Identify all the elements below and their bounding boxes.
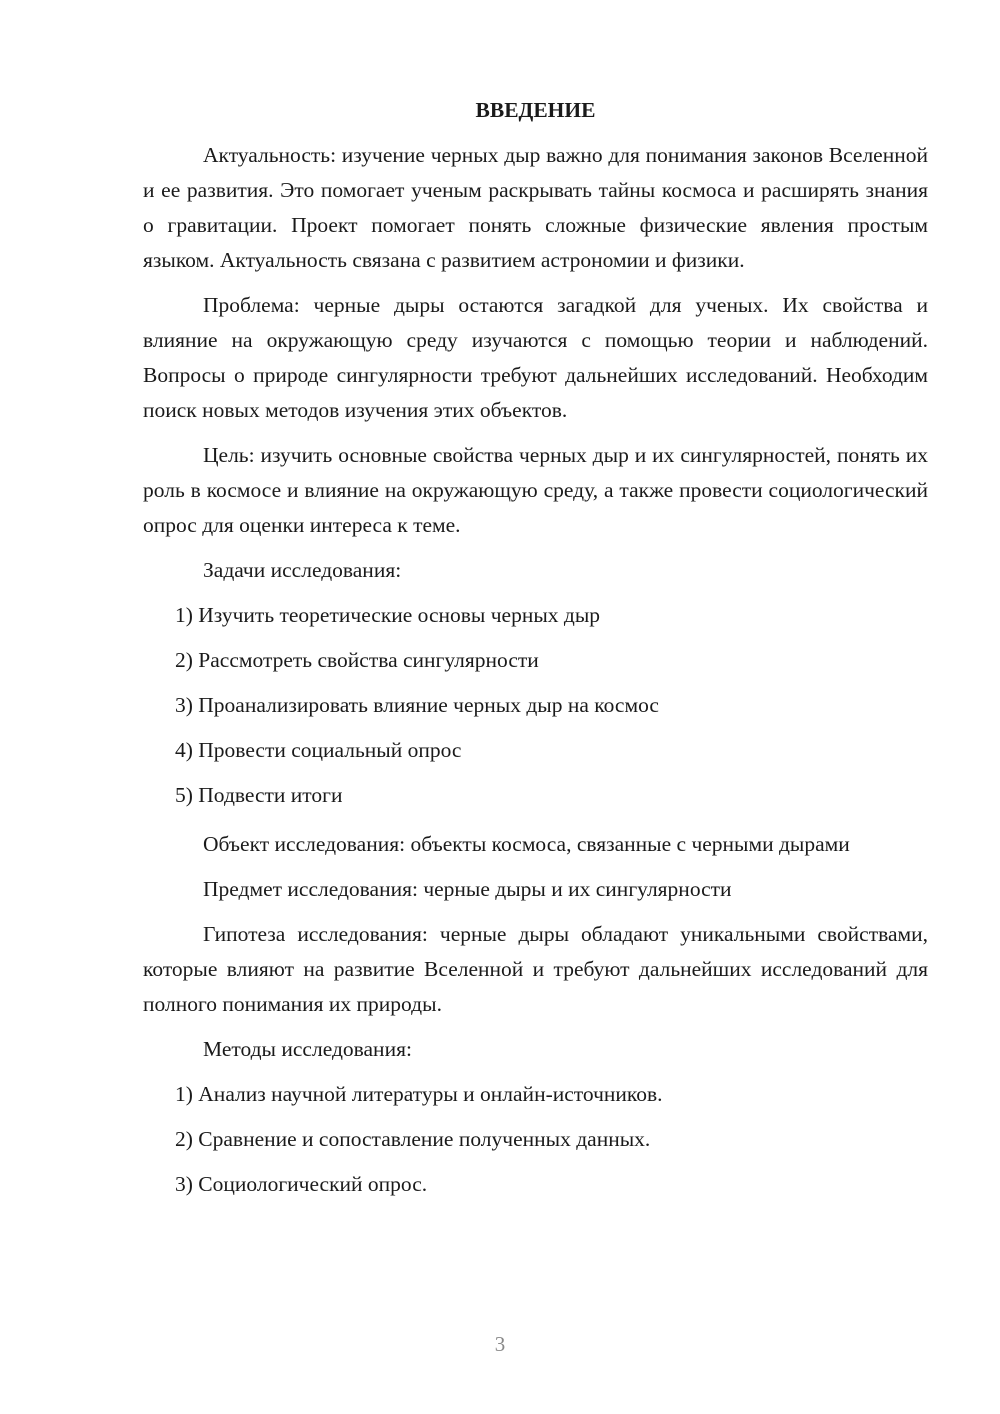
list-item: 1) Анализ научной литературы и онлайн-источников. <box>175 1082 663 1106</box>
methods-heading: Методы исследования: <box>203 1037 412 1061</box>
object-paragraph: Объект исследования: объекты космоса, связанные с черными дырами <box>203 832 850 856</box>
list-item: 3) Социологический опрос. <box>175 1172 428 1196</box>
hypothesis-paragraph: Гипотеза исследования: черные дыры обладают уникальными свойствами, которые влияют на развитие Вселенной и требуют дальнейших исследований для полного понимания их природы. <box>143 922 928 1016</box>
page-content <box>143 92 928 1212</box>
list-item: 2) Сравнение и сопоставление полученных данных. <box>175 1127 651 1151</box>
page-number: 3 <box>494 1332 506 1356</box>
list-item: 2) Рассмотреть свойства сингулярности <box>175 648 539 672</box>
list-item: 1) Изучить теоретические основы черных дыр <box>175 603 601 627</box>
tasks-heading: Задачи исследования: <box>203 558 402 582</box>
problem-paragraph: Проблема: черные дыры остаются загадкой для ученых. Их свойства и влияние на окружающую среду изучаются с помощью теории и наблюдений. Вопросы о природе сингулярности требуют дальнейших исследований. Необходим поиск новых методов изучения этих объектов. <box>143 293 928 422</box>
subject-paragraph: Предмет исследования: черные дыры и их сингулярности <box>203 877 732 901</box>
list-item: 4) Провести социальный опрос <box>175 738 462 762</box>
tasks-list <box>143 598 928 813</box>
list-item: 5) Подвести итоги <box>175 783 343 807</box>
list-item: 3) Проанализировать влияние черных дыр на космос <box>175 693 659 717</box>
goal-paragraph: Цель: изучить основные свойства черных дыр и их сингулярностей, понять их роль в космосе и влияние на окружающую среду, а также провести социологический опрос для оценки интереса к теме. <box>143 443 928 537</box>
relevance-paragraph: Актуальность: изучение черных дыр важно для понимания законов Вселенной и ее развития. Это помогает ученым раскрывать тайны космоса и расширять знания о гравитации. Проект помогает понять сложные физические явления простым языком. Актуальность связана с развитием астрономии и физики. <box>143 143 928 272</box>
methods-list <box>143 1077 928 1202</box>
section-title: ВВЕДЕНИЕ <box>475 98 596 122</box>
